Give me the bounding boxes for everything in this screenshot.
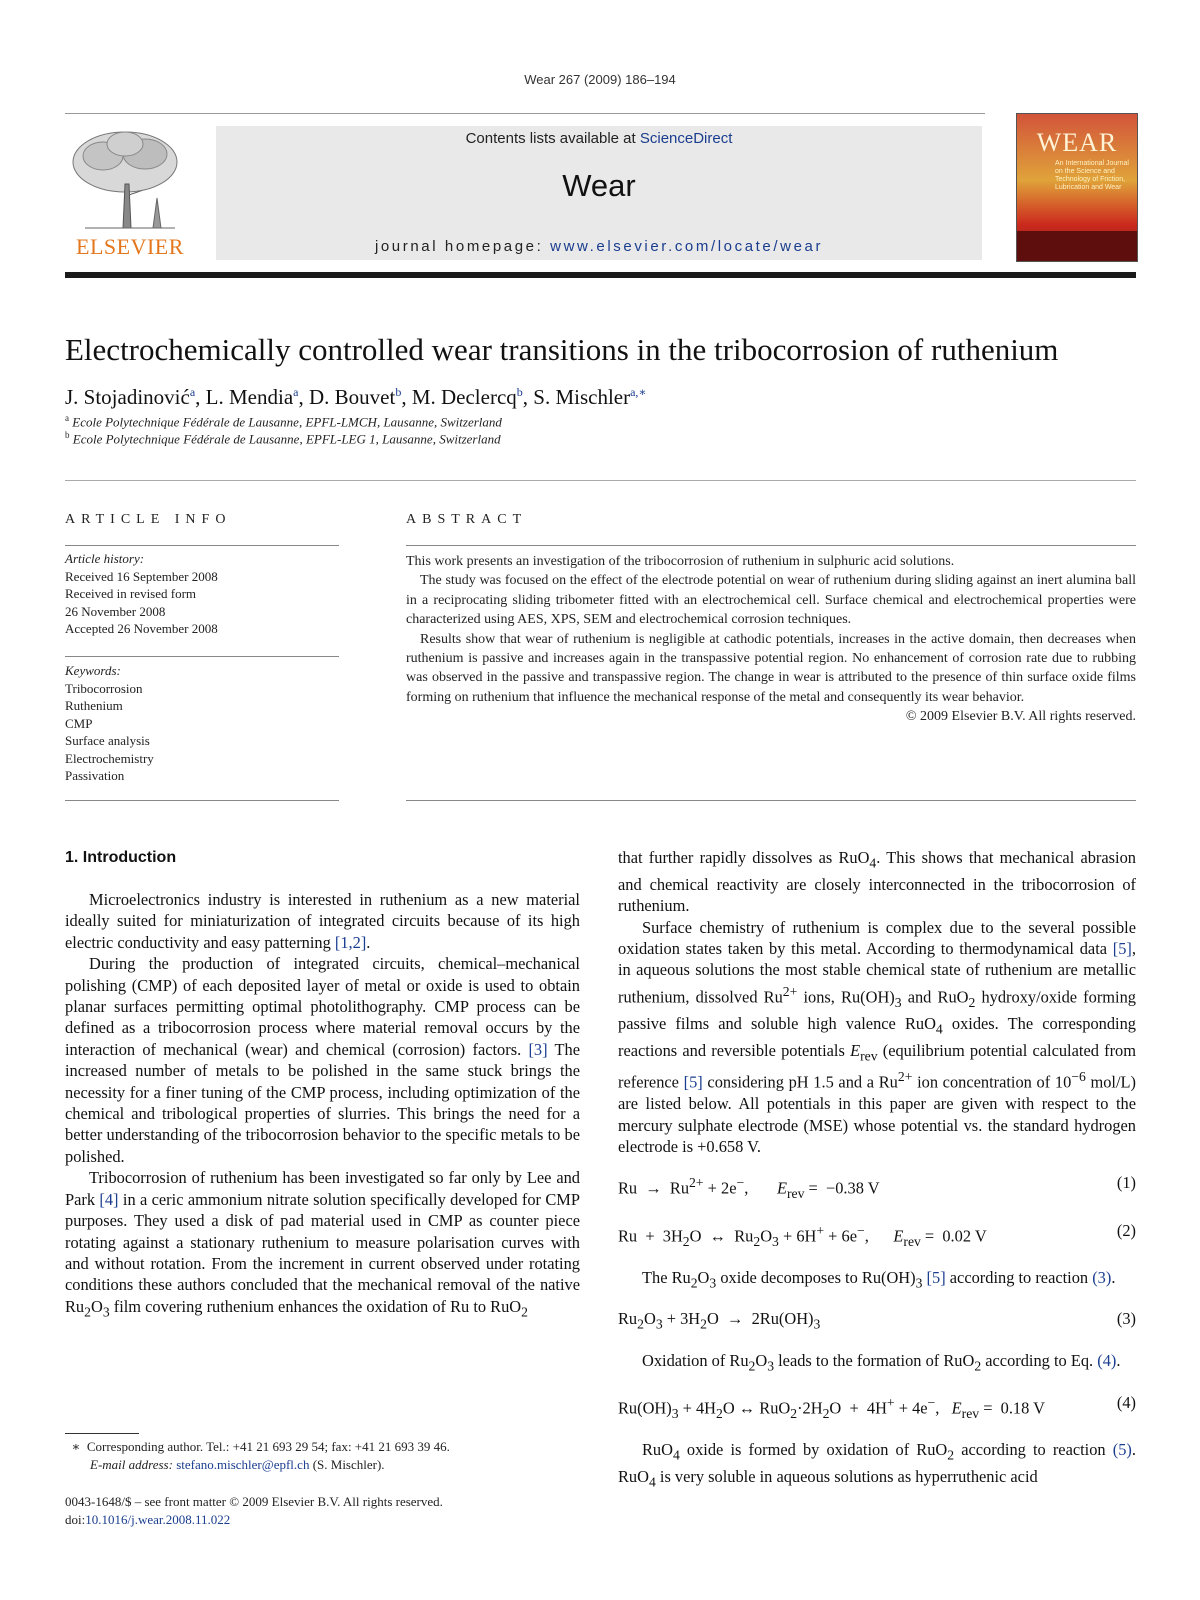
citation-link[interactable]: [5]	[1112, 938, 1132, 958]
corresponding-author-note	[65, 1438, 585, 1473]
affiliation-mark: a	[65, 413, 69, 423]
citation-link[interactable]: [1,2]	[334, 932, 367, 952]
author-affil-mark[interactable]: a	[189, 385, 196, 399]
contents-prefix: Contents lists available at	[465, 130, 640, 147]
footnote-line: ∗ Corresponding author. Tel.: +41 21 693 29 54; fax: +41 21 693 39 46.	[65, 1439, 450, 1454]
equation-body: $Ru_2O_3 + 3H_2O \to 2Ru(OH)_3$	[618, 1309, 821, 1332]
author-name: M. Declercq	[411, 385, 517, 409]
keyword: Tribocorrosion	[65, 680, 143, 696]
history-item: Received 16 September 2008	[65, 568, 218, 584]
article-history	[65, 550, 218, 638]
keyword: Electrochemistry	[65, 750, 154, 766]
abstract-text	[406, 552, 1136, 727]
keywords	[65, 662, 154, 785]
doi-link[interactable]: 10.1016/j.wear.2008.11.022	[85, 1511, 231, 1527]
affiliation-mark: b	[65, 430, 70, 440]
keyword: Surface analysis	[65, 733, 150, 748]
citation-link[interactable]: [5]	[926, 1267, 946, 1287]
abstract-heading: ABSTRACT	[406, 512, 528, 527]
abstract-rule	[406, 800, 1136, 801]
front-matter-line: 0043-1648/$ – see front matter © 2009 Elsevier B.V. All rights reserved.	[65, 1494, 443, 1509]
homepage-line	[216, 238, 982, 255]
equation-number: (3)	[1116, 1309, 1136, 1329]
citation-link[interactable]: [4]	[99, 1189, 119, 1209]
article-title: Electrochemically controlled wear transitions in the tribocorrosion of ruthenium	[65, 332, 1059, 367]
homepage-prefix: journal homepage:	[374, 238, 551, 255]
equation-body: $Ru + 3H_2O$ ↔ $Ru_2O_3 + 6H^+ + 6e^-$, $E_{rev} = 0.02$ V	[618, 1222, 987, 1249]
equation-number: (4)	[1116, 1392, 1136, 1412]
front-matter-note	[65, 1493, 585, 1528]
affiliation-b	[65, 430, 501, 447]
equation-link[interactable]: (4)	[1097, 1351, 1117, 1371]
body-paragraph: Tribocorrosion of ruthenium has been investigated so far only by Lee and Park [4] in a ceric ammonium nitrate solution specifically developed for CMP purposes. They used a disk of pad material used in CMP as counter piece rotating against a stationary ruthenium to measure polarisation curves with and without rotation. From the increment in current observed under rotating conditions these authors concluded that the mechanical removal of the native $Ru_2O_3$ film covering ruthenium enhances the oxidation of Ru to RuO$_2$	[65, 1168, 580, 1319]
publisher-wordmark: ELSEVIER	[76, 234, 184, 259]
body-column-right	[618, 847, 1136, 1492]
citation-link[interactable]: [3]	[528, 1039, 548, 1059]
body-paragraph: that further rapidly dissolves as RuO$_4$. This shows that mechanical abrasion and chemical reactivity are closely interconnected in the tribocorrosion of ruthenium.	[618, 848, 1136, 916]
equation-link[interactable]: (5)	[1112, 1439, 1132, 1459]
author-name: S. Mischler	[533, 385, 631, 409]
body-paragraph: Microelectronics industry is interested in ruthenium as a new material ideally suited for miniaturization of integrated circuits because of its high electric conductivity and easy patterning [1,2].	[65, 890, 580, 952]
abstract-paragraph: This work presents an investigation of the tribocorrosion of ruthenium in sulphuric acid solutions.	[406, 554, 955, 569]
footnote-rule	[65, 1433, 139, 1434]
journal-title: Wear	[562, 168, 636, 203]
body-paragraph: Surface chemistry of ruthenium is complex due to the several possible oxidation states taken by this metal. According to thermodynamical data [5], in aqueous solutions the most stable chemical state of ruthenium are metallic ruthenium, dissolved $Ru^{2+}$ ions, $Ru(OH)_3$ and RuO$_2$ hydroxy/oxide forming passive films and soluble high valence RuO$_4$ oxides. The corresponding reactions and reversible potentials $E_{rev}$ (equilibrium potential calculated from reference [5] considering pH 1.5 and a $Ru^{2+}$ ion concentration of $10^{-6}$ mol/L) are listed below. All potentials in this paper are given with respect to the mercury sulphate electrode (MSE) whose potential vs. the standard hydrogen electrode is +0.658 V.	[618, 917, 1137, 1156]
equation-3	[618, 1308, 1136, 1335]
header-thick-rule	[65, 272, 1136, 278]
history-label: Article history:	[65, 551, 145, 566]
author-list: J. Stojadinović$^a$, L. Mendia$^a$, D. Bouvet$^b$, M. Declercq$^b$, S. Mischler$^{a,∗}$	[65, 385, 647, 409]
affiliation-text: Ecole Polytechnique Fédérale de Lausanne, EPFL-LEG 1, Lausanne, Switzerland	[72, 431, 501, 447]
history-item: Accepted 26 November 2008	[65, 621, 218, 636]
author-affil-mark[interactable]: b	[395, 385, 402, 399]
equation-1	[618, 1172, 1136, 1204]
header-rule	[65, 113, 985, 114]
body-paragraph: RuO$_4$ oxide is formed by oxidation of RuO$_2$ according to reaction (5). RuO$_4$ is very soluble in aqueous solutions as hyperruthenic acid	[618, 1439, 1136, 1489]
abstract-paragraph: Results show that wear of ruthenium is negligible at cathodic potentials, increases in the active domain, then decreases when ruthenium is passive and increases again in the transpassive potential region. No enhancement of corrosion rate due to rubbing was observed in the passive and transpassive region. The change in wear is attributed to the presence of thin surface oxide films forming on ruthenium that influence the mechanical response of the metal and consequently its wear behavior.	[406, 631, 1136, 705]
equation-link[interactable]: (3)	[1092, 1267, 1112, 1287]
body-paragraph: During the production of integrated circuits, chemical–mechanical polishing (CMP) of each deposited layer of metal or oxide is used to obtain planar surfaces permitting optimal photolithography. CMP process can be defined as a tribocorrosion process where material removal occurs by the interaction of mechanical (wear) and chemical (corrosion) factors. [3] The increased number of metals to be polished in the same stuck brings the necessity for a finer tuning of the CMP process, including optimization of the chemical and tribological properties of slurries. This brings the need for a better understanding of the tribocorrosion behavior to the specific metals to be polished.	[65, 954, 580, 1166]
cover-subtitle: An International Journal on the Science and Technology of Friction, Lubrication and Wear	[1055, 160, 1129, 191]
doi-line: doi:10.1016/j.wear.2008.11.022	[65, 1511, 231, 1527]
journal-banner	[216, 126, 982, 260]
article-info-heading: ARTICLE INFO	[65, 512, 232, 527]
body-paragraph: The $Ru_2O_3$ oxide decomposes to $Ru(OH)_3$ [5] according to reaction (3).	[642, 1267, 1116, 1290]
author-affil-mark[interactable]: a	[293, 385, 299, 399]
contents-line	[216, 130, 982, 147]
homepage-link[interactable]: www.elsevier.com/locate/wear	[550, 238, 824, 255]
author-name: L. Mendia	[205, 385, 294, 409]
keywords-label: Keywords:	[65, 663, 121, 678]
abstract-paragraph: The study was focused on the effect of the electrode potential on wear of ruthenium during sliding against an inert alumina ball in a reciprocating sliding tribometer fitted with an electrochemical cell. Surface chemical and electrochemical properties were characterized using AES, XPS, SEM and electrochemical corrosion techniques.	[406, 573, 1136, 628]
cover-title: WEAR	[1036, 128, 1118, 157]
keyword: Passivation	[65, 768, 125, 783]
abstract-rule	[406, 545, 1136, 546]
body-paragraph: Oxidation of $Ru_2O_3$ leads to the formation of RuO$_2$ according to Eq. (4).	[642, 1351, 1121, 1374]
journal-cover-image	[1016, 113, 1138, 262]
citation-link[interactable]: [5]	[683, 1072, 703, 1092]
affiliation-a	[65, 413, 502, 430]
equation-4	[618, 1392, 1136, 1424]
history-item: 26 November 2008	[65, 603, 166, 619]
journal-citation: Wear 267 (2009) 186–194	[524, 72, 676, 87]
author-affil-mark[interactable]: a,∗	[630, 385, 647, 399]
equation-number: (2)	[1116, 1220, 1136, 1240]
body-column-left	[65, 847, 580, 1322]
elsevier-tree-icon	[65, 124, 195, 232]
keyword: Ruthenium	[65, 698, 123, 713]
sciencedirect-link[interactable]: ScienceDirect	[639, 130, 733, 147]
footnote-email-line: E-mail address: stefano.mischler@epfl.ch (S. Mischler).	[90, 1456, 385, 1472]
equation-body: $Ru \to Ru^{2+} + 2e^-$, $E_{rev} = -0.38$ V	[618, 1175, 880, 1202]
cover-band	[1017, 231, 1137, 261]
article-info-rule	[65, 800, 339, 801]
email-link[interactable]: stefano.mischler@epfl.ch	[176, 1456, 310, 1472]
history-item: Received in revised form	[65, 586, 197, 601]
section-heading: 1. Introduction	[65, 849, 177, 866]
equation-number: (1)	[1116, 1173, 1136, 1193]
article-info-rule	[65, 545, 339, 546]
equation-body: $Ru(OH)_3 + 4H_2O$ ↔ $RuO_2\cdot 2H_2O + 4H^+ + 4e^-$, $E_{rev} = 0.18$ V	[618, 1394, 1045, 1421]
author-name: D. Bouvet	[308, 385, 396, 409]
affiliation-text: Ecole Polytechnique Fédérale de Lausanne, EPFL-LMCH, Lausanne, Switzerland	[72, 414, 502, 430]
author-name: J. Stojadinović	[65, 385, 190, 409]
equation-2	[618, 1220, 1136, 1252]
elsevier-logo	[65, 124, 195, 260]
keyword: CMP	[65, 715, 93, 731]
affiliation-rule	[65, 480, 1136, 481]
author-affil-mark[interactable]: b	[516, 385, 523, 399]
article-info-rule	[65, 656, 339, 657]
abstract-copyright: © 2009 Elsevier B.V. All rights reserved.	[905, 709, 1136, 725]
